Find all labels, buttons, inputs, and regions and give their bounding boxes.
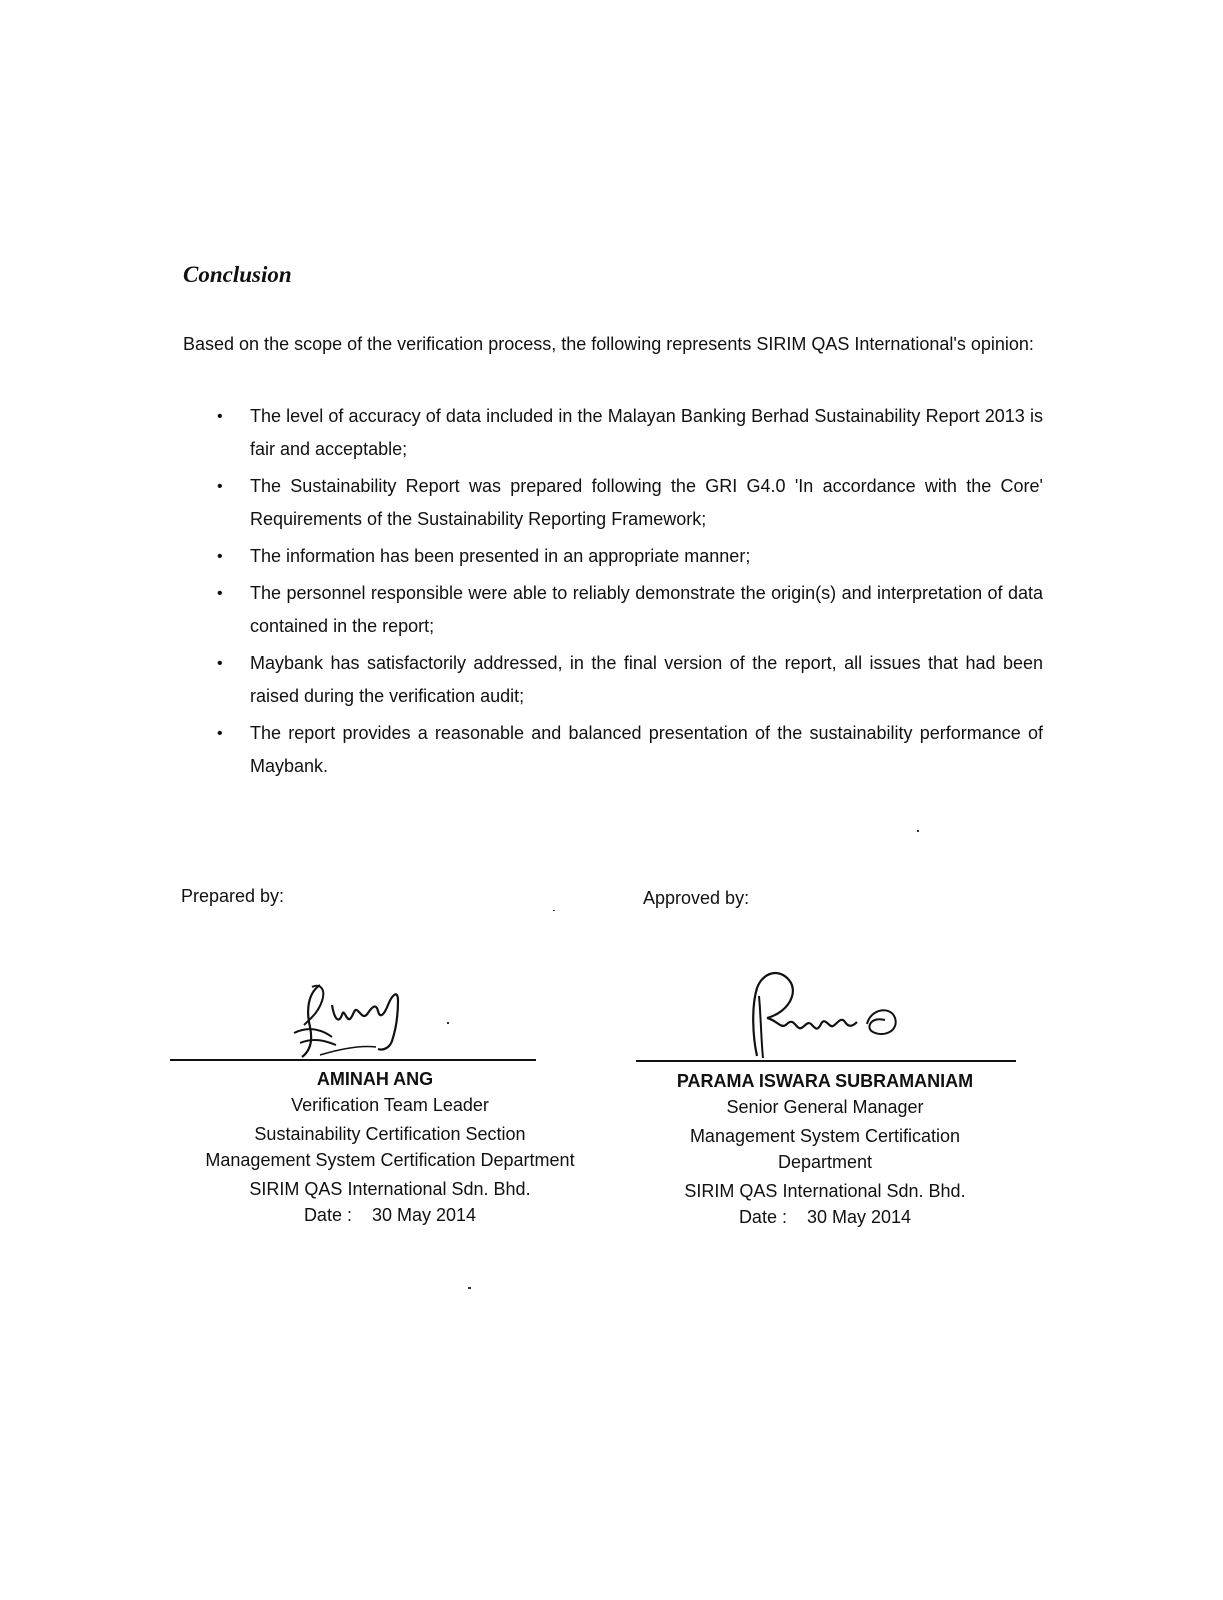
bullet-icon: • <box>217 408 223 425</box>
opinion-list <box>183 400 1043 787</box>
bullet-icon: • <box>217 655 223 672</box>
list-item-text: The report provides a reasonable and balanced presentation of the sustainability performance of Maybank. <box>250 723 1043 776</box>
list-item <box>183 577 1043 643</box>
preparer-company: SIRIM QAS International Sdn. Bhd. <box>249 1179 531 1199</box>
scan-speck <box>553 910 555 911</box>
bullet-icon: • <box>217 548 223 565</box>
approver-department-line1: Management System Certification <box>689 1126 961 1146</box>
list-item-text: The level of accuracy of data included in the Malayan Banking Berhad Sustainability Report 2013 is fair and acceptable; <box>250 406 1043 459</box>
list-item <box>183 470 1043 536</box>
list-item <box>183 717 1043 783</box>
preparer-title: Verification Team Leader <box>291 1095 489 1115</box>
signature-line-left <box>170 1059 536 1061</box>
bullet-icon: • <box>217 478 223 495</box>
list-item-text: The information has been presented in an appropriate manner; <box>250 546 751 566</box>
bullet-icon: • <box>217 585 223 602</box>
prepared-by-label: Prepared by: <box>181 886 285 906</box>
approved-by-label: Approved by: <box>643 888 750 908</box>
scan-speck <box>468 1287 471 1289</box>
scan-speck <box>917 830 919 832</box>
signature-line-right <box>636 1060 1016 1062</box>
list-item <box>183 647 1043 713</box>
list-item <box>183 400 1043 466</box>
preparer-section: Sustainability Certification Section <box>254 1124 526 1144</box>
list-item-text: Maybank has satisfactorily addressed, in the final version of the report, all issues that had been raised during the verification audit; <box>250 653 1043 706</box>
list-item <box>183 540 1043 573</box>
preparer-department: Management System Certification Department <box>205 1150 575 1170</box>
approver-block <box>600 1068 1050 1230</box>
approver-department-line2: Department <box>777 1152 873 1172</box>
intro-paragraph: Based on the scope of the verification process, the following represents SIRIM QAS International's opinion: <box>183 334 1034 354</box>
signature-right <box>745 968 925 1063</box>
approver-name: PARAMA ISWARA SUBRAMANIAM <box>676 1071 974 1091</box>
list-item-text: The personnel responsible were able to reliably demonstrate the origin(s) and interpretation of data contained in the report; <box>250 583 1043 636</box>
approver-date: Date : 30 May 2014 <box>738 1207 912 1227</box>
approver-title: Senior General Manager <box>726 1097 924 1117</box>
approver-company: SIRIM QAS International Sdn. Bhd. <box>684 1181 966 1201</box>
list-item-text: The Sustainability Report was prepared following the GRI G4.0 'In accordance with the Core' Requirements of the Sustainability Reporting Framework; <box>250 476 1043 529</box>
preparer-name: AMINAH ANG <box>316 1069 434 1089</box>
preparer-date: Date : 30 May 2014 <box>303 1205 477 1225</box>
signature-left <box>280 975 450 1065</box>
section-heading: Conclusion <box>183 262 292 287</box>
bullet-icon: • <box>217 725 223 742</box>
preparer-block <box>170 1066 610 1228</box>
